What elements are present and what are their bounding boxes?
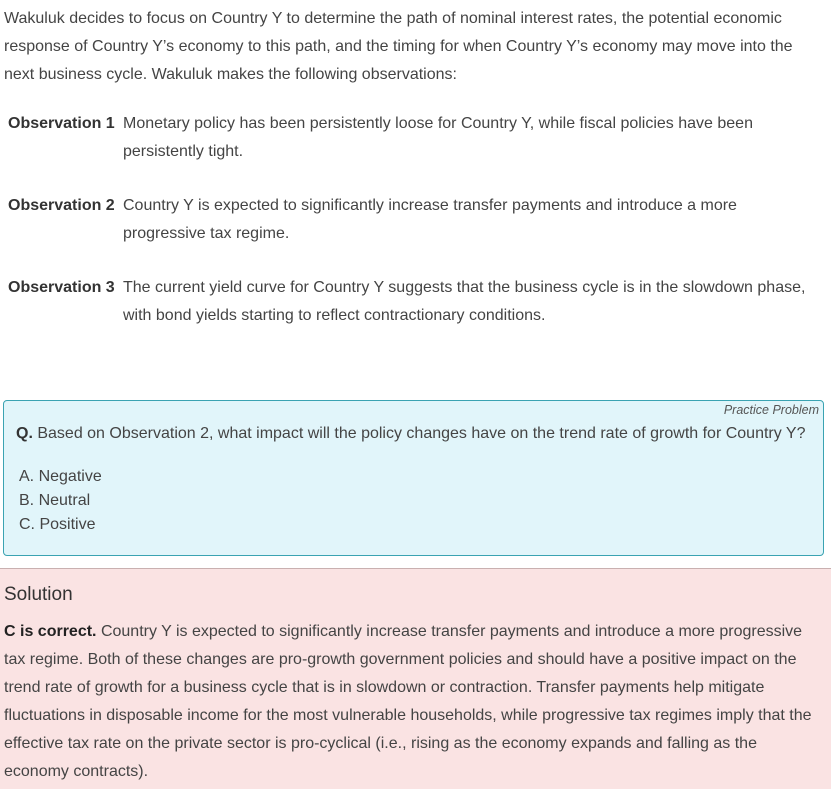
solution-body [4, 618, 824, 786]
observation-2 [8, 192, 823, 248]
solution-heading: Solution [4, 584, 73, 605]
practice-problem-tag: Practice Problem [723, 403, 819, 417]
observation-text: The current yield curve for Country Y suggests that the business cycle is in the slowdown phase, with bond yields starting to reflect contractionary conditions. [123, 279, 806, 324]
answer-options [19, 465, 102, 537]
solution-explanation: Country Y is expected to significantly increase transfer payments and introduce a more progressive tax regime. Both of these changes are pro-growth government policies and should have a positive impact on the trend rate of growth for a business cycle that is in slowdown or contraction. Transfer payments help mitigate fluctuations in disposable income for the most vulnerable households, while progressive tax regimes imply that the effective tax rate on the private sector is pro-cyclical (i.e., rising as the economy expands and falling as the economy contracts). [4, 623, 812, 780]
intro-paragraph: Wakuluk decides to focus on Country Y to determine the path of nominal interest rates, the potential economic response of Country Y’s economy to this path, and the timing for when Country Y’s economy may move into the next business cycle. Wakuluk makes the following observations: [4, 10, 793, 83]
observation-label: Observation 2 [8, 197, 115, 214]
observation-3 [8, 274, 823, 330]
practice-problem-box [3, 400, 824, 556]
question-prefix: Q. [16, 425, 33, 442]
observation-text: Country Y is expected to significantly increase transfer payments and introduce a more progressive tax regime. [123, 197, 737, 242]
observation-label: Observation 3 [8, 279, 115, 296]
question [16, 423, 821, 445]
option-c[interactable]: C. Positive [19, 516, 96, 533]
question-text: Based on Observation 2, what impact will the policy changes have on the trend rate of growth for Country Y? [37, 425, 806, 442]
option-a[interactable]: A. Negative [19, 468, 102, 485]
observation-label: Observation 1 [8, 115, 115, 132]
option-b[interactable]: B. Neutral [19, 492, 91, 509]
solution-panel [0, 568, 831, 789]
observation-1 [8, 110, 823, 166]
correct-answer-lead: C is correct. [4, 623, 97, 640]
observation-text: Monetary policy has been persistently loose for Country Y, while fiscal policies have been persistently tight. [123, 115, 753, 160]
